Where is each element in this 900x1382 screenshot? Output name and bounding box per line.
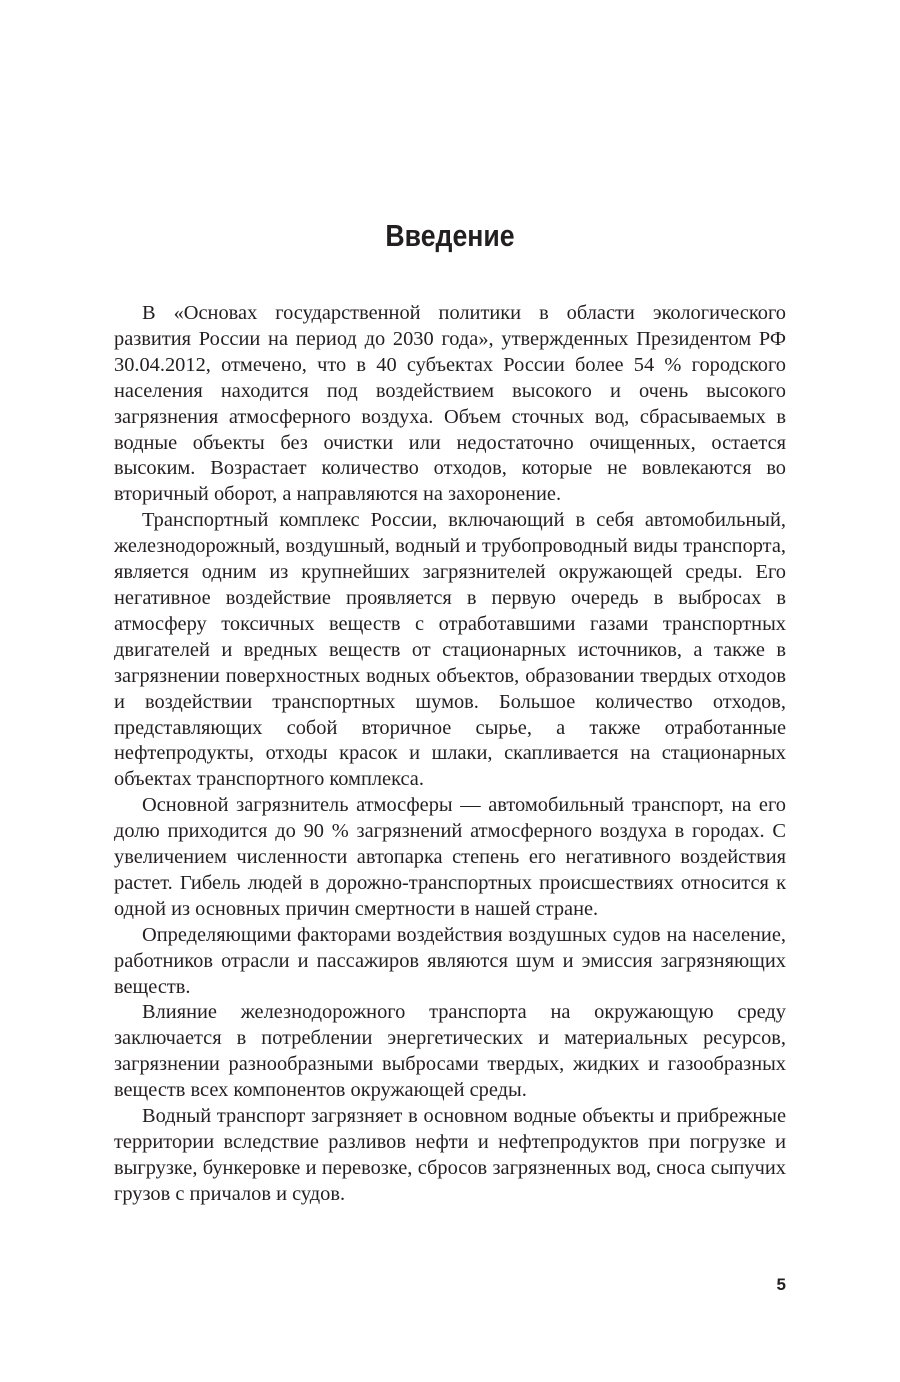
paragraph-5: Влияние железнодорожного транспорта на окружающую среду заключается в потреблении энергетических и материальных ресурсов, загрязнении разнообразными выбросами твердых, жидких и газообразных веществ всех компонентов окружающей среды.	[114, 1001, 786, 1102]
page-title: Введение	[385, 218, 515, 253]
paragraph-4: Определяющими факторами воздействия воздушных судов на население, работников отрасли и пассажиров являются шум и эмиссия загрязняющих веществ.	[114, 923, 786, 998]
body-text	[114, 301, 786, 1208]
paragraph-1: В «Основах государственной политики в области экологического развития России на период до 2030 года», утвержденных Президентом РФ 30.04.2012, отмечено, что в 40 субъектах России более 54 % городского населения находится под воздействием высокого и очень высокого загрязнения атмосферного воздуха. Объем сточных вод, сбрасываемых в водные объекты без очистки или недостаточно очищенных, остается высоким. Возрастает количество отходов, которые не вовлекаются во вторичный оборот, а направляются на захоронение.	[114, 302, 786, 506]
paragraph-3: Основной загрязнитель атмосферы — автомобильный транспорт, на его долю приходится до 90 % загрязнений атмосферного воздуха в городах. С увеличением численности автопарка степень его негативного воздействия растет. Гибель людей в дорожно-транспортных происшествиях относится к одной из основных причин смертности в нашей стране.	[114, 794, 786, 920]
paragraph-2: Транспортный комплекс России, включающий в себя автомобильный, железнодорожный, воздушный, водный и трубопроводный виды транспорта, является одним из крупнейших загрязнителей окружающей среды. Его негативное воздействие проявляется в первую очередь в выбросах в атмосферу токсичных веществ с отработавшими газами транспортных двигателей и вредных веществ от стационарных источников, а также в загрязнении поверхностных водных объектов, образовании твердых отходов и воздействии транспортных шумов. Большое количество отходов, представляющих собой вторичное сырье, а также отработанные нефтепродукты, отходы красок и шлаки, скапливается на стационарных объектах транспортного комплекса.	[114, 509, 786, 791]
paragraph-6: Водный транспорт загрязняет в основном водные объекты и прибрежные территории вследствие разливов нефти и нефтепродуктов при погрузке и выгрузке, бункеровке и перевозке, сбросов загрязненных вод, сноса сыпучих грузов с причалов и судов.	[114, 1105, 786, 1205]
page-number: 5	[776, 1275, 786, 1294]
